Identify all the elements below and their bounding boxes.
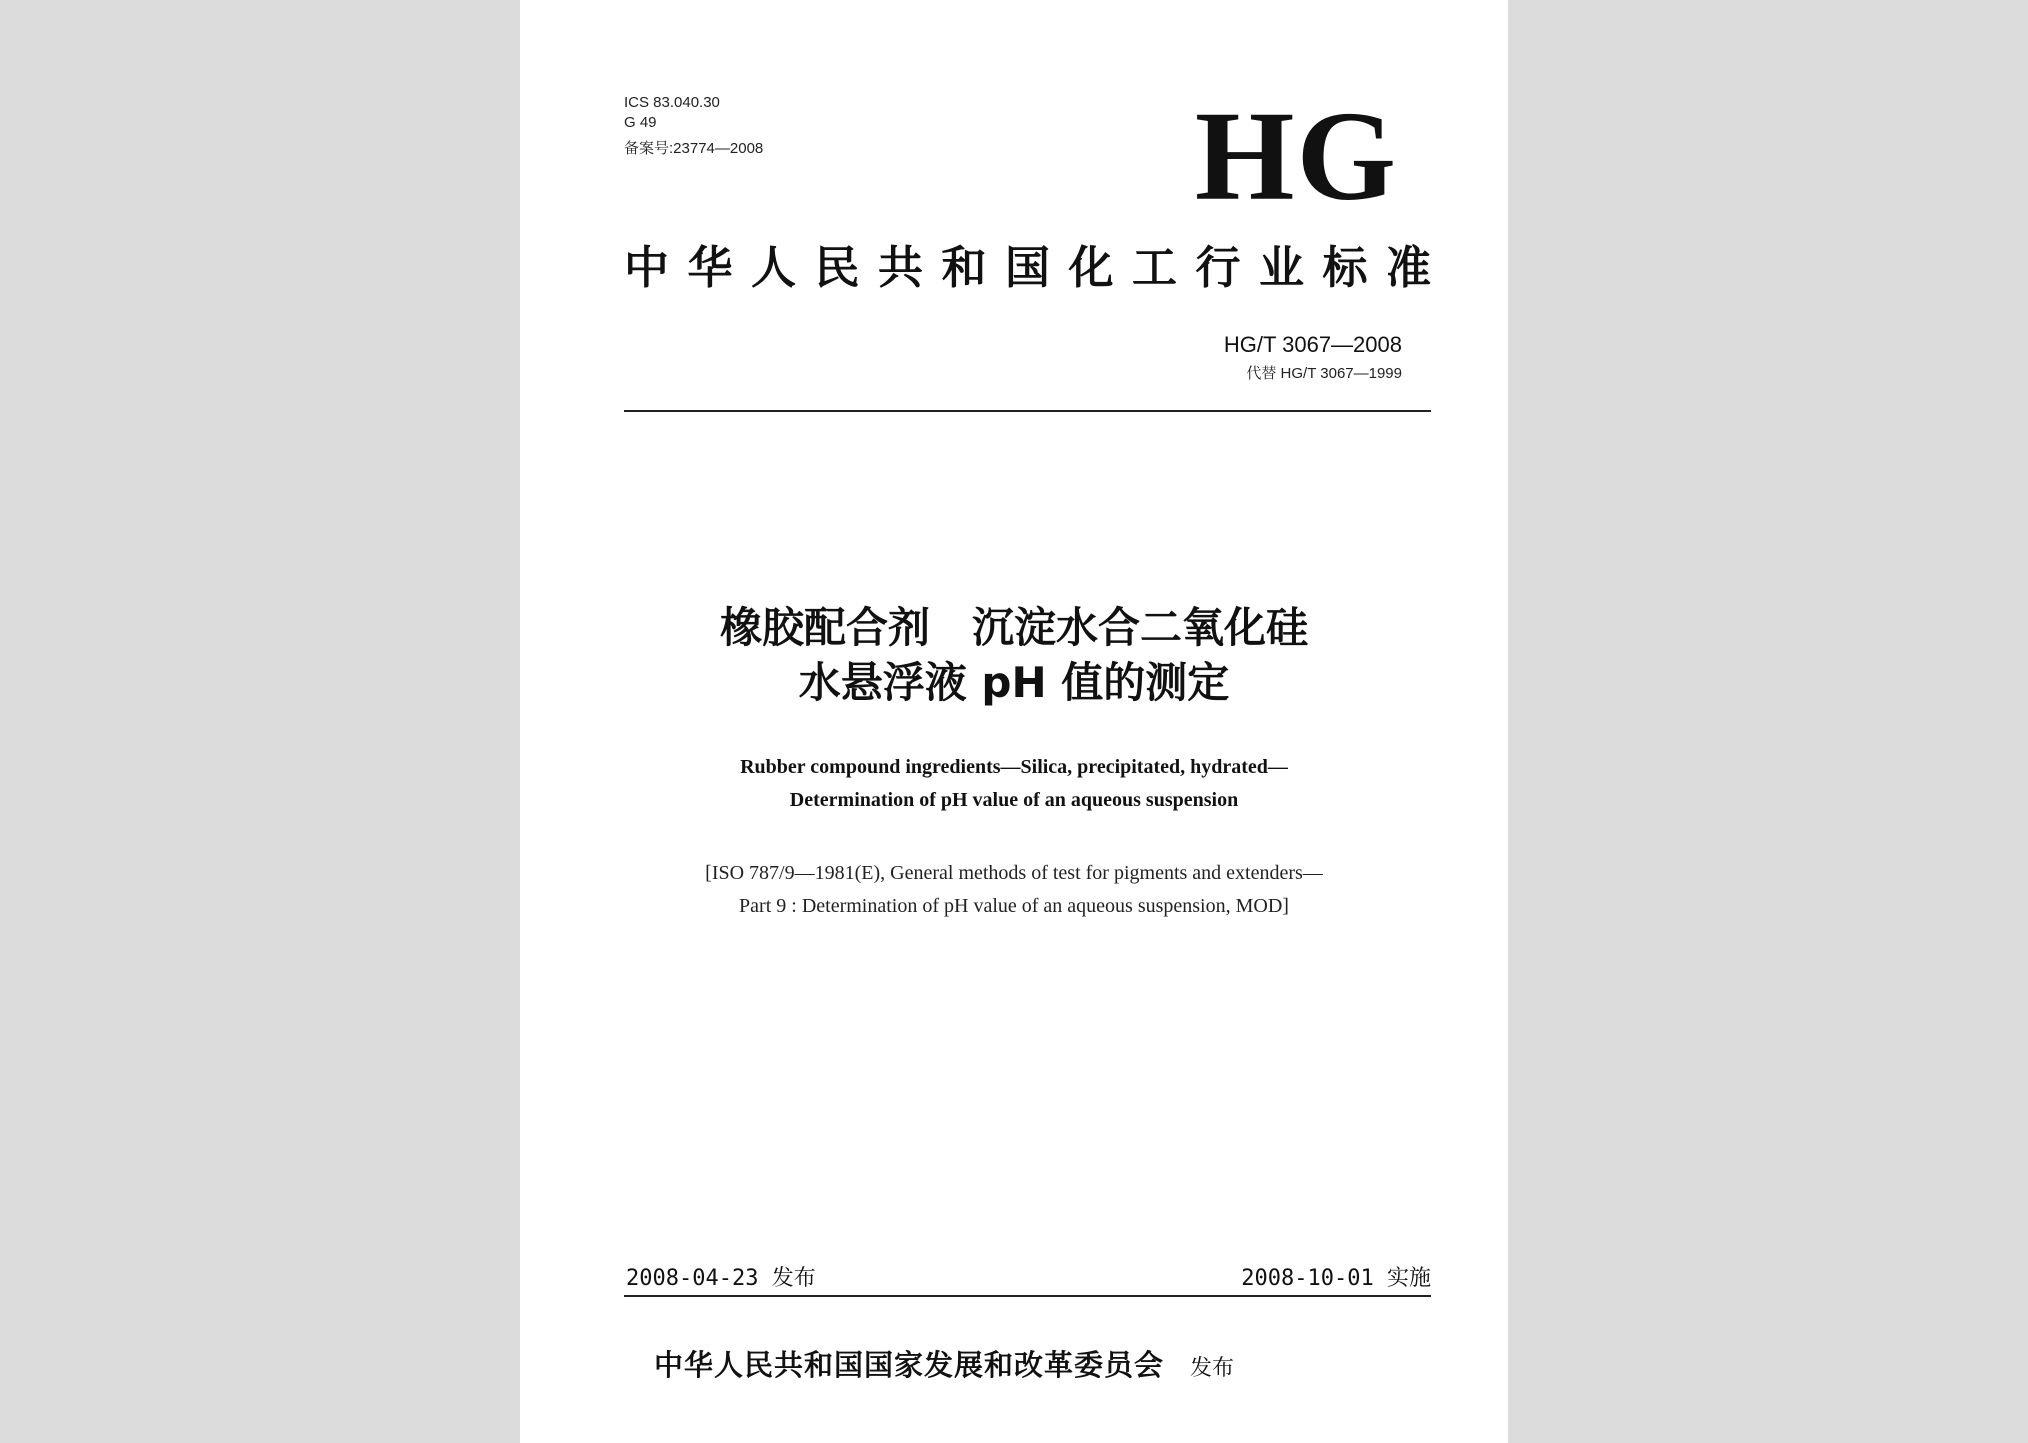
standard-category-title: 中华人民共和国化工行业标准 <box>624 241 1431 294</box>
header-divider <box>624 410 1431 412</box>
title-en-line1: Rubber compound ingredients—Silica, precipitated, hydrated— <box>740 756 1288 778</box>
iso-reference-line1: [ISO 787/9—1981(E), General methods of test for pigments and extenders— <box>705 862 1323 884</box>
replaces-standard: 代替 HG/T 3067—1999 <box>1246 365 1402 382</box>
ics-code: ICS 83.040.30 <box>624 94 720 111</box>
publisher-name: 中华人民共和国国家发展和改革委员会 <box>654 1348 1165 1382</box>
standard-number: HG/T 3067—2008 <box>1223 332 1402 357</box>
title-cn-line1: 橡胶配合剂 沉淀水合二氧化硅 <box>719 603 1308 652</box>
document-page <box>520 0 1508 1443</box>
footer-divider <box>624 1295 1431 1297</box>
issue-date: 2008-04-23 发布 <box>626 1266 816 1291</box>
filing-number: 备案号:23774—2008 <box>624 140 764 157</box>
iso-reference-line2: Part 9 : Determination of pH value of an aqueous suspension, MOD] <box>739 895 1289 917</box>
publisher-suffix: 发布 <box>1190 1356 1235 1381</box>
hg-logo: HG <box>1194 85 1398 227</box>
implementation-date: 2008-10-01 实施 <box>1241 1266 1431 1291</box>
title-cn-line2: 水悬浮液 pH 值的测定 <box>798 658 1230 707</box>
title-en-line2: Determination of pH value of an aqueous suspension <box>789 789 1239 811</box>
publisher-line <box>654 1346 1234 1388</box>
ccs-code: G 49 <box>624 114 657 131</box>
